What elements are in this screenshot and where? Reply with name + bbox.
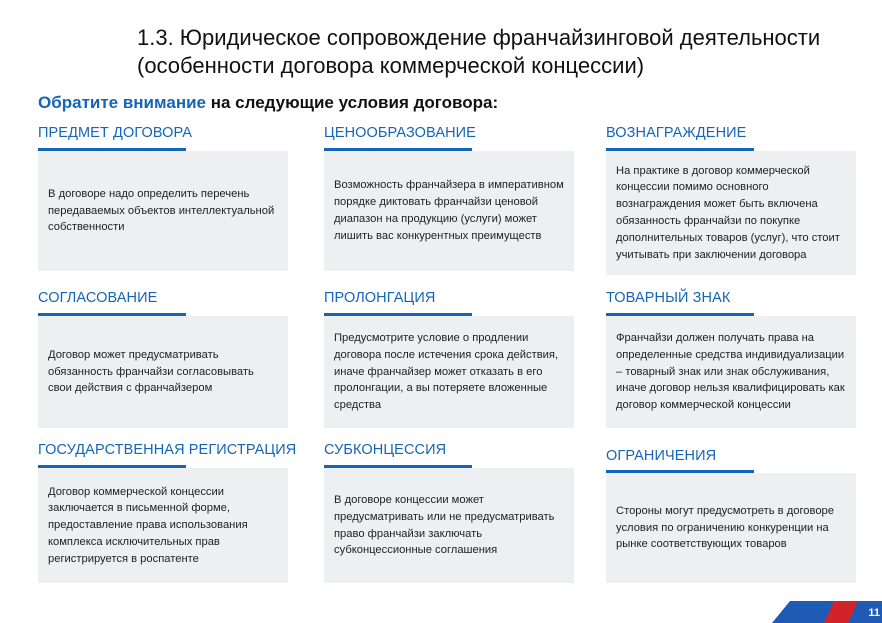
condition-card-subject [38,125,308,234]
page-number: 11 [868,607,880,619]
card-heading: СОГЛАСОВАНИЕ [38,290,158,306]
card-body [38,468,288,583]
card-heading: ВОЗНАГРАЖДЕНИЕ [606,125,747,141]
subtitle-rest: на следующие условия договора: [206,93,499,112]
section-subtitle [38,93,498,113]
condition-card-pricing [324,125,594,242]
card-text: Договор коммерческой концессии заключается в письменной форме, предоставление права использования комплекса исключительных прав регистрируется в роспатенте [48,485,248,565]
card-text: Франчайзи должен получать права на определенные средства индивидуализации – товарный знак или знак обслуживания, иначе договор нельзя квалифицировать как договор коммерческой концессии [616,332,845,412]
card-heading: ПРОЛОНГАЦИЯ [324,290,436,306]
corner-decoration [772,601,882,623]
card-text: В договоре концессии может предусматривать или не предусматривать право франчайзи заключать субконцессионные соглашения [334,493,555,557]
page-title: 1.3. Юридическое сопровождение франчайзинговой деятельности (особенности договора коммерческой концессии) [137,25,821,78]
condition-card-trademark [606,290,876,412]
card-body [38,151,288,271]
card-heading: ЦЕНООБРАЗОВАНИЕ [324,125,476,141]
condition-card-prolongation [324,290,594,412]
condition-card-approval [38,290,308,395]
card-text: Договор может предусматривать обязанность франчайзи согласовывать свои действия с франчайзером [48,348,254,395]
card-text: Возможность франчайзера в императивном порядке диктовать франчайзи ценовой диапазон на продукцию (услуги) может лишить вас конкурентных преимуществ [334,179,564,242]
card-body [606,316,856,428]
card-body [606,473,856,583]
condition-card-registration [38,442,308,565]
card-body [324,316,574,428]
card-text: На практике в договор коммерческой концессии помимо основного вознаграждения может быть включена обязанность франчайзи по покупке дополнительных товаров (услуг), что стоит учитывать при заключении договора [616,164,840,261]
card-heading: ОГРАНИЧЕНИЯ [606,448,717,464]
card-heading: СУБКОНЦЕССИЯ [324,442,447,458]
card-text: В договоре надо определить перечень передаваемых объектов интеллектуальной собственности [48,187,275,234]
condition-card-subconcession [324,442,594,557]
card-text: Предусмотрите условие о продлении договора после истечения срока действия, иначе франчайзер может отказать в его пролонгации, а вы потеряете вложенные средства [334,332,559,412]
condition-card-remuneration [606,125,876,261]
subtitle-accent: Обратите внимание [38,93,206,112]
card-body [324,468,574,583]
card-heading: ГОСУДАРСТВЕННАЯ РЕГИСТРАЦИЯ [38,442,297,458]
card-text: Стороны могут предусмотреть в договоре условия по ограничению конкуренции на рынке соответствующих товаров [616,504,835,551]
card-body [38,316,288,428]
card-heading: ПРЕДМЕТ ДОГОВОРА [38,125,193,141]
card-body [606,151,856,275]
condition-card-restrictions [606,448,876,551]
card-body [324,151,574,271]
card-heading: ТОВАРНЫЙ ЗНАК [606,290,731,306]
